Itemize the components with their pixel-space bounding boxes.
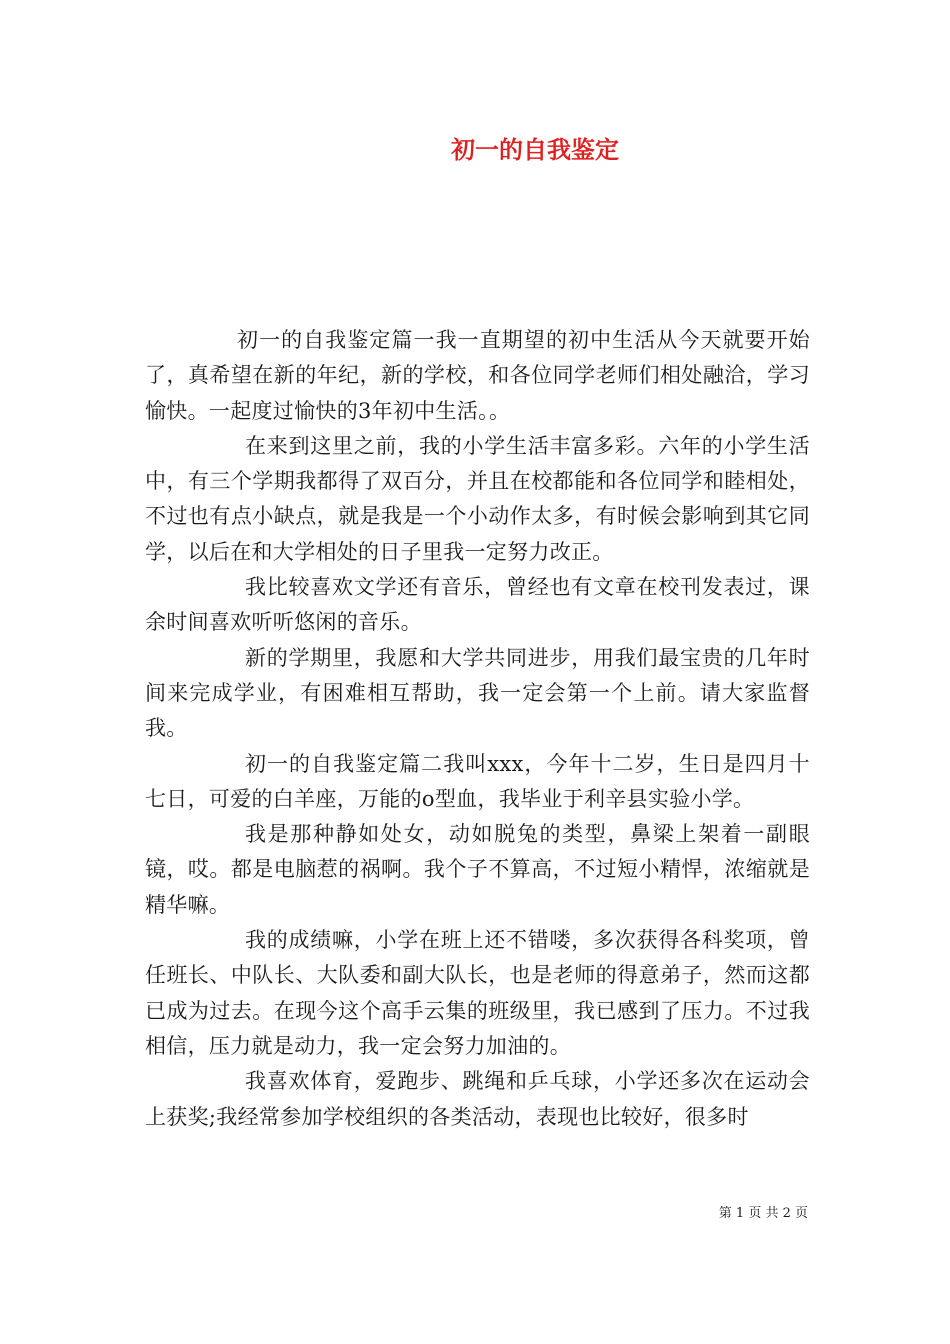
document-body: [145, 323, 810, 1135]
paragraph-5: 初一的自我鉴定篇二我叫xxx，今年十二岁，生日是四月十七日，可爱的白羊座，万能的o型血，我毕业于利辛县实验小学。: [145, 751, 810, 811]
paragraph-1: 初一的自我鉴定篇一我一直期望的初中生活从今天就要开始了，真希望在新的年纪，新的学校，和各位同学老师们相处融洽，学习愉快。一起度过愉快的3年初中生活。。: [145, 328, 810, 423]
paragraph-3: 我比较喜欢文学还有音乐，曾经也有文章在校刊发表过，课余时间喜欢听听悠闲的音乐。: [145, 575, 810, 635]
paragraph-4: 新的学期里，我愿和大学共同进步，用我们最宝贵的几年时间来完成学业，有困难相互帮助，我一定会第一个上前。请大家监督我。: [145, 645, 810, 741]
paragraph-7: 我的成绩嘛，小学在班上还不错喽，多次获得各科奖项，曾任班长、中队长、大队委和副大队长，也是老师的得意弟子，然而这都已成为过去。在现今这个高手云集的班级里，我已感到了压力。不过我相信，压力就是动力，我一定会努力加油的。: [145, 928, 810, 1058]
page-footer: 第 1 页 共 2 页: [718, 1206, 808, 1221]
paragraph-2: 在来到这里之前，我的小学生活丰富多彩。六年的小学生活中，有三个学期我都得了双百分，并且在校都能和各位同学和睦相处，不过也有点小缺点，就是我是一个小动作太多，有时候会影响到其它同学，以后在和大学相处的日子里我一定努力改正。: [145, 433, 810, 564]
paragraph-6: 我是那种静如处女，动如脱兔的类型，鼻梁上架着一副眼镜，哎。都是电脑惹的祸啊。我个子不算高，不过短小精悍，浓缩就是精华嘛。: [145, 822, 810, 917]
paragraph-8: 我喜欢体育，爱跑步、跳绳和乒乓球，小学还多次在运动会上获奖;我经常参加学校组织的各类活动，表现也比较好，很多时: [145, 1069, 810, 1129]
document-title: 初一的自我鉴定: [451, 135, 619, 164]
